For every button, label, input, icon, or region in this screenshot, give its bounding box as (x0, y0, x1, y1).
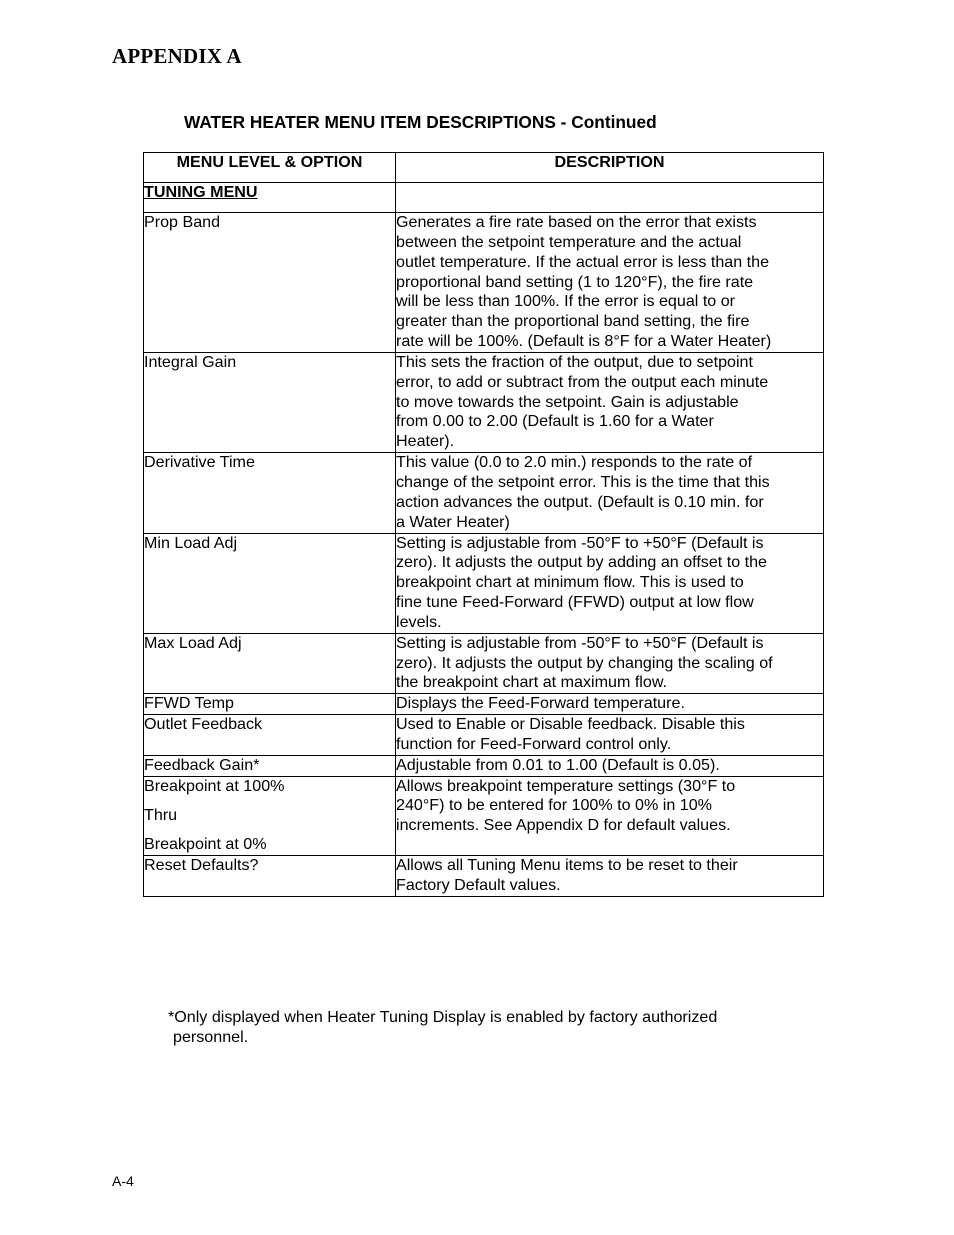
option-line: Breakpoint at 100% (144, 776, 285, 795)
table-title: WATER HEATER MENU ITEM DESCRIPTIONS - Continued (184, 112, 657, 132)
table-row (144, 776, 824, 856)
section-row (144, 183, 824, 213)
description-cell: Setting is adjustable from -50°F to +50°F (Default is zero). It adjusts the output by adding an offset to the breakpoint chart at minimum flow. This is used to fine tune Feed-Forward (FFWD) output at low flow levels. (396, 533, 824, 633)
option-cell: Feedback Gain* (144, 755, 396, 776)
table-row (144, 856, 824, 897)
table-row (144, 453, 824, 533)
description-cell: Displays the Feed-Forward temperature. (396, 694, 824, 715)
table-row (144, 715, 824, 756)
table-row (144, 533, 824, 633)
option-cell: Outlet Feedback (144, 715, 396, 756)
option-cell: Reset Defaults? (144, 856, 396, 897)
column-header-option: MENU LEVEL & OPTION (144, 153, 396, 183)
section-label-cell (144, 183, 396, 213)
description-cell: Allows all Tuning Menu items to be reset to their Factory Default values. (396, 856, 824, 897)
option-cell (144, 776, 396, 856)
section-label: TUNING MENU (144, 183, 258, 201)
option-cell: Prop Band (144, 213, 396, 353)
option-line: Breakpoint at 0% (144, 835, 267, 854)
description-cell: Allows breakpoint temperature settings (30°F to 240°F) to be entered for 100% to 0% in 10% increments. See Appendix D for default values. (396, 776, 824, 856)
table-row (144, 755, 824, 776)
footnote-line: personnel. (173, 1028, 249, 1046)
description-cell: Setting is adjustable from -50°F to +50°F (Default is zero). It adjusts the output by changing the scaling of the breakpoint chart at maximum flow. (396, 633, 824, 694)
table-row (144, 213, 824, 353)
footnote-line: *Only displayed when Heater Tuning Display is enabled by factory authorized (168, 1008, 718, 1026)
option-line: Thru (144, 805, 178, 824)
section-empty-cell (396, 183, 824, 213)
column-header-description: DESCRIPTION (396, 153, 824, 183)
table-row (144, 633, 824, 694)
option-cell: FFWD Temp (144, 694, 396, 715)
footnote (168, 1007, 788, 1047)
description-cell: This value (0.0 to 2.0 min.) responds to the rate of change of the setpoint error. This is the time that this action advances the output. (Default is 0.10 min. for a Water Heater) (396, 453, 824, 533)
option-cell: Min Load Adj (144, 533, 396, 633)
option-cell: Integral Gain (144, 352, 396, 452)
description-cell: Adjustable from 0.01 to 1.00 (Default is 0.05). (396, 755, 824, 776)
option-cell: Derivative Time (144, 453, 396, 533)
appendix-heading: APPENDIX A (112, 44, 242, 68)
table-row (144, 694, 824, 715)
description-cell: Used to Enable or Disable feedback. Disable this function for Feed-Forward control only. (396, 715, 824, 756)
option-cell: Max Load Adj (144, 633, 396, 694)
description-cell: Generates a fire rate based on the error that exists between the setpoint temperature and the actual outlet temperature. If the actual error is less than the proportional band setting (1 to 120°F), the fire rate will be less than 100%. If the error is equal to or greater than the proportional band setting, the fire rate will be 100%. (Default is 8°F for a Water Heater) (396, 213, 824, 353)
menu-descriptions-table (143, 152, 824, 897)
page-number: A-4 (112, 1173, 134, 1189)
table-row (144, 352, 824, 452)
description-cell: This sets the fraction of the output, due to setpoint error, to add or subtract from the output each minute to move towards the setpoint. Gain is adjustable from 0.00 to 2.00 (Default is 1.60 for a Water Heater). (396, 352, 824, 452)
table-header-row (144, 153, 824, 183)
